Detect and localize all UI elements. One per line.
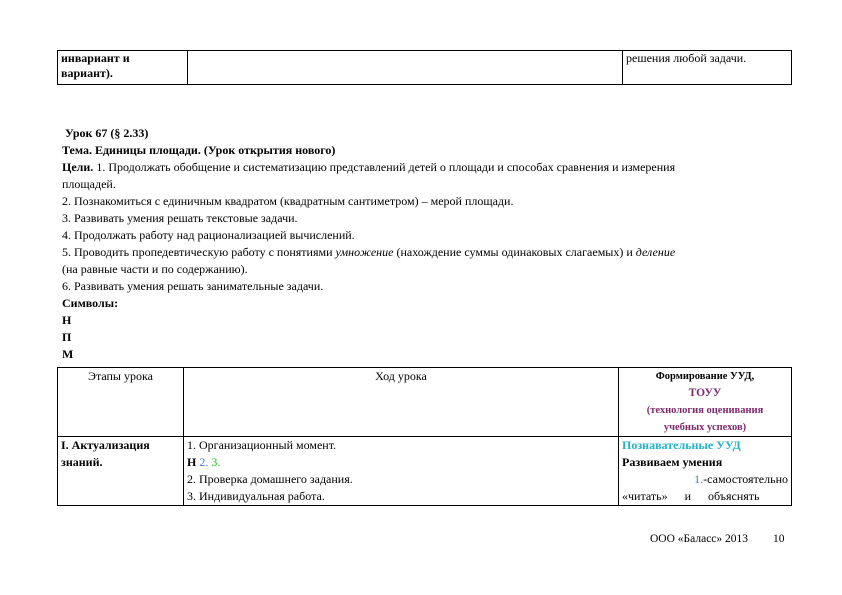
lesson-table [57,367,792,506]
goal-1: Цели. 1. Продолжать обобщение и систематизацию представлений детей о площади и способах сравнения и измерения [62,160,676,174]
page-number: 10 [773,533,785,545]
step-3: 3. Индивидуальная работа. [187,489,325,503]
goal-5-cont: (на равные части и по содержанию). [62,262,248,276]
symbol-n: Н [62,313,72,327]
header-stages: Этапы урока [58,368,184,437]
footer-company: ООО «Баласс» 2013 [650,533,749,545]
uud-title: Познавательные УУД [622,438,741,452]
symbol-m: М [62,347,74,361]
goal-5: 5. Проводить пропедевтическую работу с понятиями умножение (нахождение суммы одинаковых слагаемых) и деление [62,245,676,259]
lesson-block [62,125,792,363]
course-cell [184,437,619,506]
top-cell-text: решения любой задачи. [626,51,747,65]
top-cell-line-1: инвариант и [61,51,130,65]
symbol-p: П [62,330,72,344]
stage-cell: I. Актуализация знаний. [58,437,184,506]
header-uud: Формирование УУД, ТОУУ (технология оценивания учебных успехов) [619,368,792,437]
uud-line-4: «читать» и объяснять [622,489,760,503]
top-cell-line-2: вариант). [61,66,113,80]
top-table-cell-3 [623,51,792,85]
goal-2: 2. Познакомиться с единичным квадратом (квадратным сантиметром) – мерой площади. [62,194,514,208]
uud-cell [619,437,792,506]
step-symbols: Н 2. 3. [187,455,221,469]
lesson-topic: Тема. Единицы площади. (Урок открытия нового) [62,143,336,157]
goal-3: 3. Развивать умения решать текстовые задачи. [62,211,298,225]
uud-subtitle: Развиваем умения [622,455,723,469]
step-2: 2. Проверка домашнего задания. [187,472,353,486]
top-table-cell-2 [188,51,623,85]
goal-1-cont: площадей. [62,177,116,191]
goal-4: 4. Продолжать работу над рационализацией вычислений. [62,228,355,242]
step-1: 1. Организационный момент. [187,438,337,452]
header-course: Ход урока [184,368,619,437]
top-table [57,50,792,85]
goal-6: 6. Развивать умения решать занимательные задачи. [62,279,324,293]
symbols-label: Символы: [62,296,119,310]
top-table-cell-1 [58,51,188,85]
lesson-title: Урок 67 (§ 2.33) [65,126,149,140]
uud-line-3: 1.-самостоятельно [694,472,788,486]
